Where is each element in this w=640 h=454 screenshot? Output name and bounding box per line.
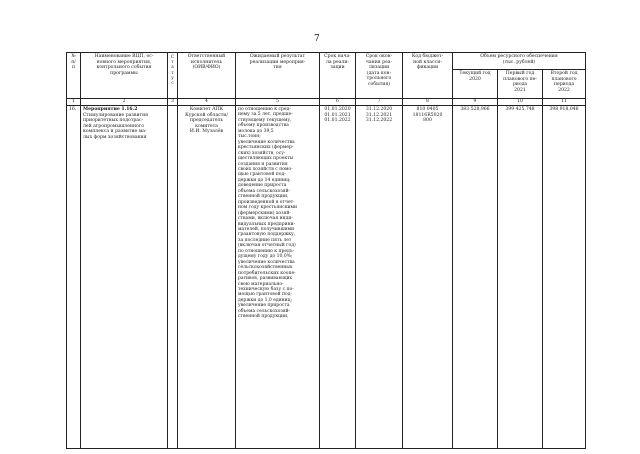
column-number: 2 <box>81 99 168 106</box>
header-result: Ожидаемый результат реализации мероприя- тия <box>236 53 320 99</box>
row-number: 16. <box>67 106 81 449</box>
column-number: 3 <box>168 99 178 106</box>
column-number: 11 <box>543 99 586 106</box>
column-number: 7 <box>356 99 403 106</box>
row-executor: Комитет АПК Курской области/ председатель комитета И.И. Музалёв <box>178 106 236 449</box>
column-number: 5 <box>236 99 320 106</box>
column-number: 10 <box>498 99 543 106</box>
header-start: Срок нача- ла реали- зации <box>320 53 356 99</box>
row-volume-2022: 398 918,046 <box>543 106 586 449</box>
table-row <box>67 106 586 449</box>
column-number: 9 <box>453 99 498 106</box>
row-volume-2021: 399 425,748 <box>498 106 543 449</box>
header-volume-group: Объем ресурсного обеспечения (тыс. рублей) <box>453 53 586 70</box>
row-budget-code: 810 0405 18116R5020 800 <box>403 106 453 449</box>
page-number: 7 <box>314 34 320 44</box>
header-num: № п/ п <box>67 53 81 99</box>
row-status <box>168 106 178 449</box>
header-year-second: Второй год планового периода 2022 <box>543 70 586 99</box>
header-row <box>67 53 586 70</box>
header-name: Наименование ВЦП, ос- новного мероприятия, контрольного события программы <box>81 53 168 99</box>
row-name-cell <box>81 106 168 449</box>
row-end-dates: 31.12.2020 31.12.2021 31.12.2022 <box>356 106 403 449</box>
row-name-text: Стимулирование развития приоритетных подотрас- лей агропромышленного комплекса и развитие ма- лых форм хозяйствования <box>83 112 149 140</box>
row-expected-result: по отношению к сред- нему за 5 лет, предше- ствующему текущему, объему производства молока до 39,5 тыс.тонн; увеличение количества крестьянских (фермер- ских) хозяйств, осу- ществляющих проекты создания и развития своих хозяйств с помо- щью грантовой под- держки до 14 единиц; доведение прироста объема сельскохозяй- ственной продукции, произведенной в отчет- ном году крестьянскими (фермерскими) хозяй- ствами, включая инди- видуальных предприни- мателей, получившими граантовую поддержку, за последние пять лет (включая отчетный год) по отношению к предъ- дущему году до 10,0%; увеличение количества сельскохозяйственных потребительских коопе- ративов, развивающих свою материально- техническую базу с по- мощью грантовой под- держки до 1,0 единиц; увеличение прироста объема сельскохозяй- ственной продукции, <box>236 106 320 449</box>
header-executor: Ответственный исполнитель (ОИВ/ФИО) <box>178 53 236 99</box>
row-volume-2020: 383 528,966 <box>453 106 498 449</box>
column-number: 1 <box>67 99 81 106</box>
header-year-current: Текущий год 2020 <box>453 70 498 99</box>
column-number: 8 <box>403 99 453 106</box>
header-end: Срок окон- чания реа- лизации (дата кон- трольного события) <box>356 53 403 99</box>
header-status: С т а т у с <box>168 53 178 99</box>
header-year-first: Первый год планового пе- риода 2021 <box>498 70 543 99</box>
row-name-title: Мероприятие 1.16.2 <box>83 107 138 112</box>
program-table <box>66 52 586 449</box>
column-number: 4 <box>178 99 236 106</box>
column-numbers-row <box>67 99 586 106</box>
column-number: 6 <box>320 99 356 106</box>
row-start-dates: 01.01.2020 01.01.2021 01.01.2022 <box>320 106 356 449</box>
header-code: Код бюджет- ной класси- фикации <box>403 53 453 99</box>
